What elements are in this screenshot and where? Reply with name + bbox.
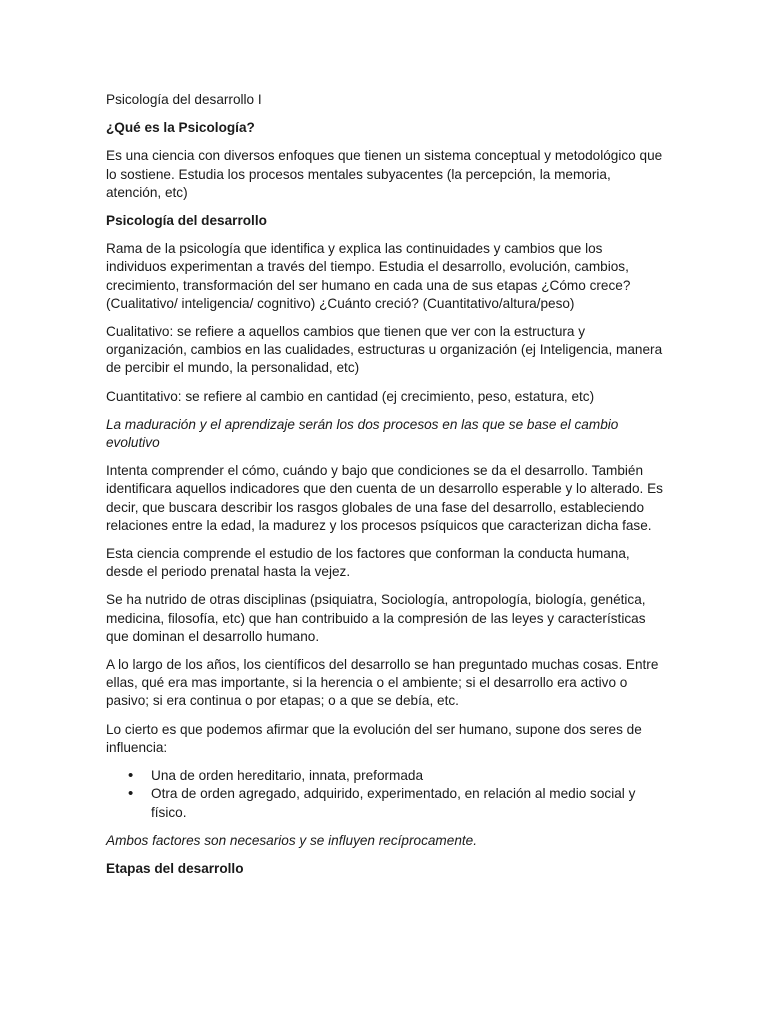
paragraph-cientificos: A lo largo de los años, los científicos del desarrollo se han preguntado muchas cosas. Entre ellas, qué era mas importante, si la herencia o el ambiente; si el desarrollo era activo o pasivo; si era continua o por etapas; o a que se debía, etc. [106,657,659,709]
paragraph-ambos-factores: Ambos factores son necesarios y se influyen recíprocamente. [106,832,477,848]
paragraph-cuantitativo: Cuantitativo: se refiere al cambio en cantidad (ej crecimiento, peso, estatura, etc) [106,388,595,404]
paragraph-cualitativo: Cualitativo: se refiere a aquellos cambios que tienen que ver con la estructura y organización, cambios en las cualidades, estructuras u organización (ej Inteligencia, manera de percibir el mundo, la personalidad, etc) [106,324,663,376]
document-body [106,91,666,888]
list-item [106,767,666,785]
paragraph-maduracion: La maduración y el aprendizaje serán los dos procesos en las que se base el cambio evolutivo [106,416,619,451]
paragraph-definicion: Es una ciencia con diversos enfoques que tienen un sistema conceptual y metodológico que lo sostiene. Estudia los procesos mentales subyacentes (la percepción, la memoria, atención, etc) [106,148,663,200]
paragraph-rama: Rama de la psicología que identifica y explica las continuidades y cambios que los individuos experimentan a través del tiempo. Estudia el desarrollo, evolución, cambios, crecimiento, transformación del ser humano en cada una de sus etapas ¿Cómo crece? (Cualitativo/ inteligencia/ cognitivo) ¿Cuánto creció? (Cuantitativo/altura/peso) [106,241,631,311]
document-title: Psicología del desarrollo I [106,92,262,107]
bullet-icon: • [128,767,134,785]
bullet-icon: • [128,785,134,803]
paragraph-ciencia: Esta ciencia comprende el estudio de los factores que conforman la conducta humana, desde el periodo prenatal hasta la vejez. [106,546,630,580]
heading-psicologia-desarrollo: Psicología del desarrollo [106,213,267,229]
heading-que-es-psicologia: ¿Qué es la Psicología? [106,120,255,136]
list-item-text: Otra de orden agregado, adquirido, experimentado, en relación al medio social y físico. [151,786,636,820]
influence-list [106,767,666,822]
paragraph-intenta: Intenta comprender el cómo, cuándo y bajo que condiciones se da el desarrollo. También identificara aquellos indicadores que den cuenta de un desarrollo esperable y lo alterado. Es decir, que buscara describir los rasgos globales de una fase del desarrollo, estableciendo relaciones entre la edad, la madurez y los procesos psíquicos que caracterizan dicha fase. [106,463,663,533]
list-item-text: Una de orden hereditario, innata, preformada [151,768,424,784]
paragraph-evolucion: Lo cierto es que podemos afirmar que la evolución del ser humano, supone dos seres de influencia: [106,721,642,755]
list-item [106,785,666,821]
heading-etapas-desarrollo: Etapas del desarrollo [106,860,244,876]
paragraph-disciplinas: Se ha nutrido de otras disciplinas (psiquiatra, Sociología, antropología, biología, genética, medicina, filosofía, etc) que han contribuido a la compresión de las leyes y características que dominan el desarrollo humano. [106,592,646,644]
